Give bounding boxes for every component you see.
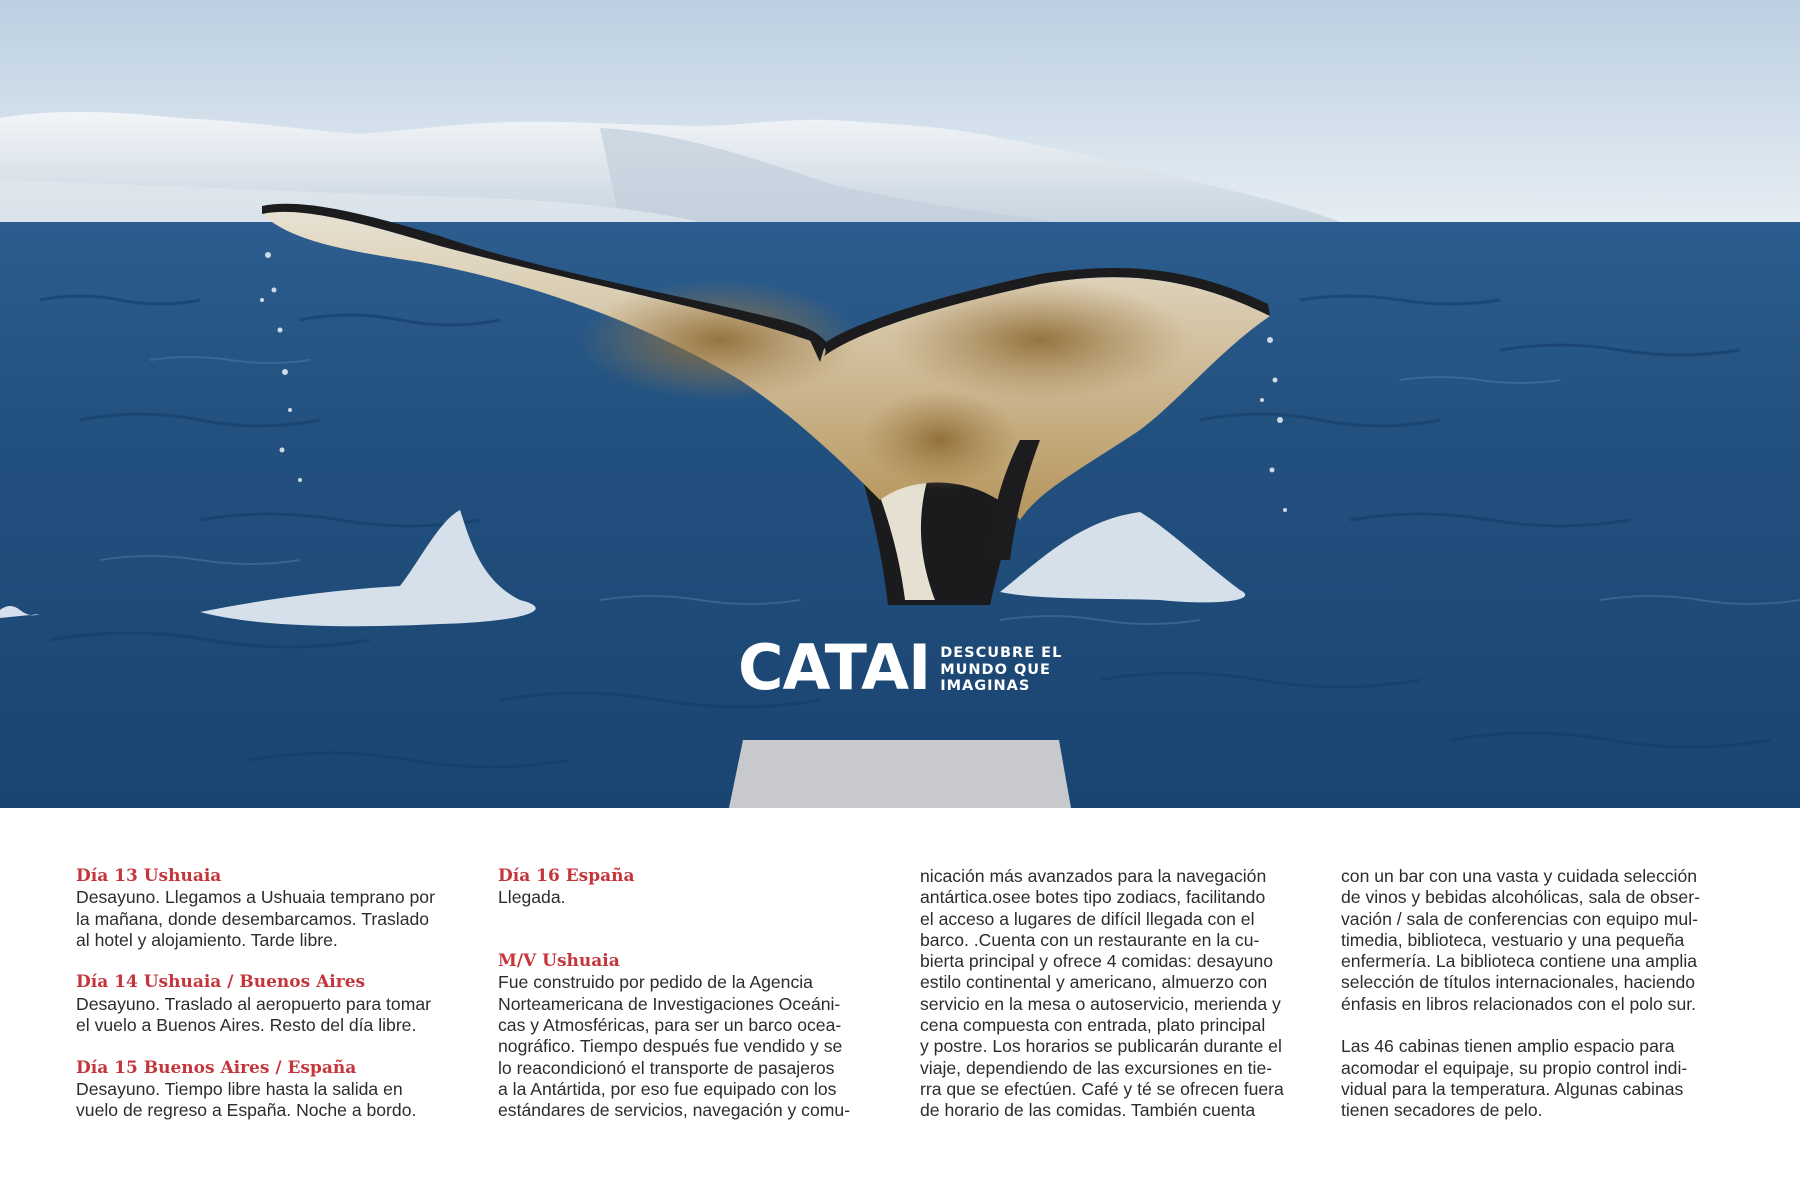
text-line: rra que se efectúen. Café y té se ofrecen fuera — [920, 1078, 1284, 1099]
tagline-line: DESCUBRE EL — [940, 645, 1063, 662]
text-line: bierta principal y ofrece 4 comidas: desayuno — [920, 951, 1274, 972]
ship-heading: M/V Ushuaia — [498, 951, 620, 972]
itinerary-columns — [0, 866, 1800, 1166]
text-line: el acceso a lugares de difícil llegada con el — [920, 908, 1255, 929]
text-line: timedia, biblioteca, vestuario y una pequeña — [1341, 929, 1685, 950]
day-heading: Día 16 España — [498, 866, 635, 886]
logo-tagline — [940, 641, 1062, 695]
day-text — [498, 887, 882, 908]
text-line: vidual para la temperatura. Algunas cabinas — [1341, 1078, 1684, 1099]
text-line: estilo continental y americano, almuerzo con — [920, 972, 1268, 993]
ship-text-continued — [1341, 866, 1725, 1015]
column-2 — [498, 866, 882, 1143]
tagline-line: IMAGINAS — [940, 678, 1031, 695]
day-text — [76, 887, 460, 951]
ship-text — [498, 972, 882, 1121]
text-line: nicación más avanzados para la navegación — [920, 866, 1267, 886]
text-line: de vinos y bebidas alcohólicas, sala de obser- — [1341, 887, 1700, 908]
text-line: Llegada. — [498, 887, 566, 908]
ship-block — [498, 951, 882, 1121]
day-block — [76, 866, 460, 951]
ship-text-continued — [920, 866, 1304, 1122]
day-heading: Día 15 Buenos Aires / España — [76, 1057, 357, 1078]
text-line: selección de títulos internacionales, haciendo — [1341, 972, 1696, 993]
text-line: de horario de las comidas. También cuenta — [920, 1100, 1256, 1121]
text-line: el vuelo a Buenos Aires. Resto del día libre. — [76, 1015, 417, 1036]
text-line: antártica.osee botes tipo zodiacs, facilitando — [920, 887, 1266, 908]
catai-logo — [738, 631, 1063, 704]
text-line: Desayuno. Traslado al aeropuerto para tomar — [76, 993, 432, 1014]
day-block — [76, 972, 460, 1036]
text-line: la mañana, donde desembarcamos. Traslado — [76, 908, 430, 929]
text-line: servicio en la mesa o autoservicio, merienda y — [920, 993, 1281, 1014]
ship-text — [1341, 866, 1725, 1015]
text-line: Desayuno. Llegamos a Ushuaia temprano por — [76, 887, 435, 908]
text-line: a la Antártida, por eso fue equipado con los — [498, 1078, 837, 1099]
text-line: Las 46 cabinas tienen amplio espacio para — [1341, 1036, 1675, 1057]
day-heading: Día 14 Ushuaia / Buenos Aires — [76, 972, 366, 993]
ship-text — [920, 866, 1304, 1122]
text-line: vación / sala de conferencias con equipo mul- — [1341, 908, 1698, 929]
column-3 — [920, 866, 1304, 1143]
text-line: barco. .Cuenta con un restaurante en la cu- — [920, 929, 1260, 950]
text-line: Norteamericana de Investigaciones Oceáni- — [498, 993, 841, 1014]
logo-wordmark: CATAI — [738, 631, 931, 704]
day-heading: Día 13 Ushuaia — [76, 866, 222, 886]
text-line: Fue construido por pedido de la Agencia — [498, 972, 813, 993]
day-text — [76, 1079, 460, 1122]
text-line: énfasis en libros relacionados con el polo sur. — [1341, 993, 1697, 1014]
ship-text — [1341, 1036, 1725, 1121]
text-line: enfermería. La biblioteca contiene una amplia — [1341, 951, 1698, 972]
text-line: al hotel y alojamiento. Tarde libre. — [76, 929, 338, 950]
tagline-line: MUNDO QUE — [940, 661, 1051, 678]
text-line: tienen secadores de pelo. — [1341, 1100, 1543, 1121]
text-line: viaje, dependiendo de las excursiones en tie- — [920, 1057, 1273, 1078]
text-line: con un bar con una vasta y cuidada selección — [1341, 866, 1698, 886]
day-block — [498, 866, 882, 909]
text-line: y postre. Los horarios se publicarán durante el — [920, 1036, 1282, 1057]
day-block — [76, 1058, 460, 1122]
text-line: Desayuno. Tiempo libre hasta la salida en — [76, 1078, 403, 1099]
text-line: cena compuesta con entrada, plato principal — [920, 1015, 1266, 1036]
column-1 — [76, 866, 460, 1143]
column-4 — [1341, 866, 1725, 1143]
text-line: cas y Atmosféricas, para ser un barco ocea- — [498, 1015, 842, 1036]
text-line: nográfico. Tiempo después fue vendido y se — [498, 1036, 843, 1057]
text-line: vuelo de regreso a España. Noche a bordo. — [76, 1100, 417, 1121]
day-text — [76, 994, 460, 1037]
text-line: lo reacondicionó el transporte de pasajeros — [498, 1057, 835, 1078]
text-line: estándares de servicios, navegación y comu- — [498, 1100, 851, 1121]
text-line: acomodar el equipaje, su propio control indi- — [1341, 1057, 1688, 1078]
cabins-text — [1341, 1036, 1725, 1121]
